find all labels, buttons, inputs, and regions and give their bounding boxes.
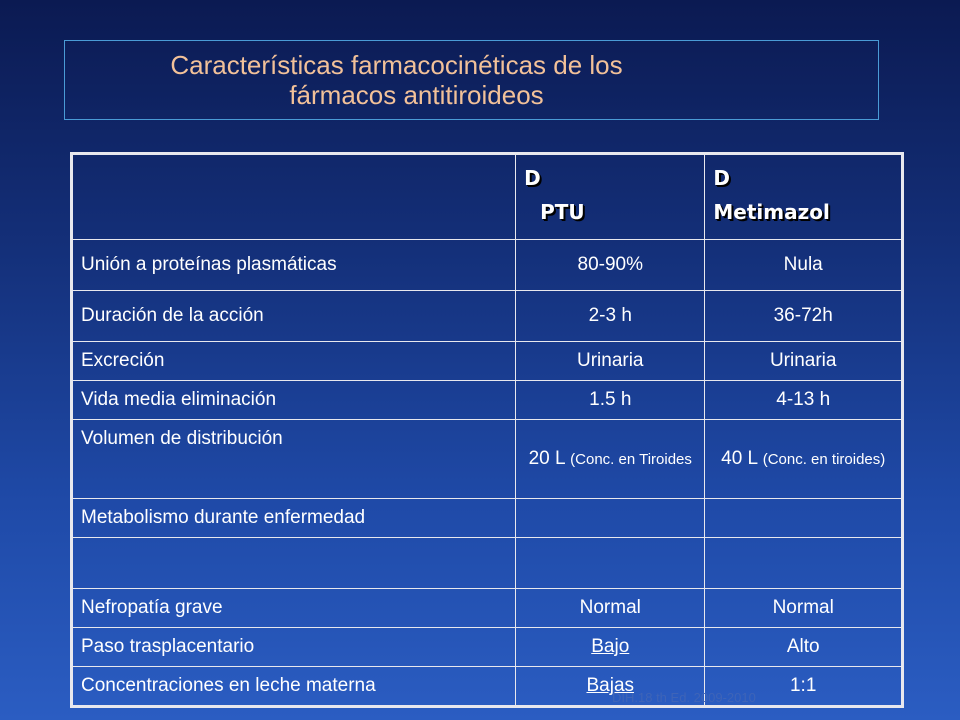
row-label: Unión a proteínas plasmáticas [72, 240, 516, 291]
table-header-row [72, 154, 903, 240]
row-label: Concentraciones en leche materna [72, 667, 516, 707]
ptu-volume-main: 20 L [528, 447, 565, 469]
header-empty-cell [72, 154, 516, 240]
table-row [72, 589, 903, 628]
table-row [72, 420, 903, 499]
section-heading: Metabolismo durante enfermedad [72, 499, 516, 538]
met-value: 1:1 [705, 667, 903, 707]
table-row [72, 291, 903, 342]
row-label: Excreción [72, 342, 516, 381]
met-value [705, 420, 903, 499]
table-row [72, 240, 903, 291]
table-row-empty [72, 538, 903, 589]
ptu-placental-value: Bajo [591, 636, 630, 657]
met-value: Alto [705, 628, 903, 667]
slide-title-line-2: fármacos antitiroideos [289, 80, 544, 110]
ptu-value: Urinaria [516, 342, 705, 381]
ptu-value: 80-90% [516, 240, 705, 291]
met-value: 36-72h [705, 291, 903, 342]
met-value: Urinaria [705, 342, 903, 381]
row-label: Paso trasplacentario [72, 628, 516, 667]
met-value: Nula [705, 240, 903, 291]
ptu-milk-value: Bajas [586, 675, 635, 696]
header-ptu [516, 154, 705, 240]
table-row [72, 667, 903, 707]
title-box [64, 40, 879, 120]
header-met-line-1: D [713, 166, 731, 190]
met-value [705, 538, 903, 589]
pharmacokinetics-table [70, 152, 904, 708]
ptu-value [516, 420, 705, 499]
source-footnote: DIH.18 th Ed. 2009-2010 [612, 690, 756, 705]
row-label: Vida media eliminación [72, 381, 516, 420]
row-label: Duración de la acción [72, 291, 516, 342]
table-row [72, 499, 903, 538]
table-row [72, 342, 903, 381]
table-row [72, 381, 903, 420]
header-ptu-line-1: D [524, 166, 541, 190]
met-volume-note: (Conc. en tiroides) [762, 450, 886, 468]
row-label: Nefropatía grave [72, 589, 516, 628]
met-value: Normal [705, 589, 903, 628]
header-metimazol [705, 154, 903, 240]
ptu-value [516, 538, 705, 589]
row-label [72, 538, 516, 589]
slide-title-line-1: Características farmacocinéticas de los [170, 50, 623, 80]
ptu-value [516, 628, 705, 667]
met-value [705, 499, 903, 538]
header-met-line-2: Metimazol [713, 200, 830, 224]
met-volume-main: 40 L [721, 447, 758, 469]
table-row [72, 628, 903, 667]
ptu-value: 2-3 h [516, 291, 705, 342]
ptu-value: 1.5 h [516, 381, 705, 420]
ptu-volume-note: (Conc. en Tiroides [570, 450, 692, 468]
row-label: Volumen de distribución [72, 420, 516, 499]
header-ptu-line-2: PTU [540, 200, 585, 224]
ptu-value [516, 499, 705, 538]
ptu-value: Normal [516, 589, 705, 628]
met-value: 4-13 h [705, 381, 903, 420]
